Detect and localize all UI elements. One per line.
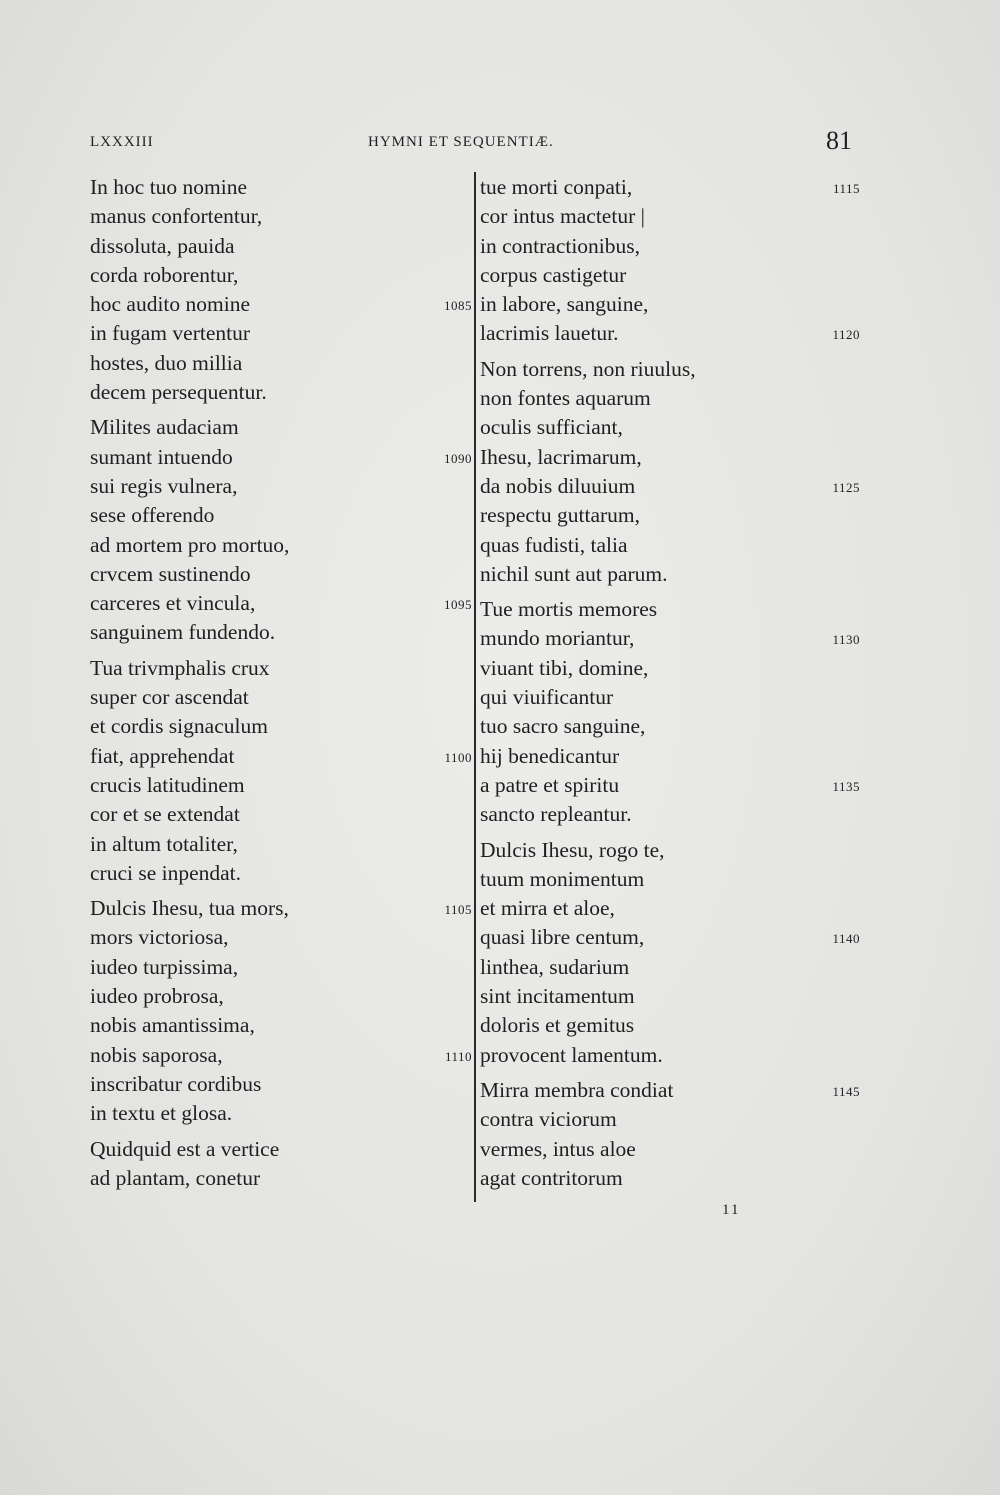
verse-line [480,355,860,384]
column-divider [474,172,476,1202]
verse-text: Ihesu, lacrimarum, [480,444,642,469]
verse-text: lacrimis lauetur. [480,321,619,346]
left-column [90,173,472,1199]
verse-line [90,560,472,589]
verse-line [90,319,472,348]
verse-text: respectu guttarum, [480,503,641,528]
line-number: 1115 [832,181,860,196]
verse-text: linthea, sudarium [480,954,630,979]
verse-text: sumant intuendo [90,444,233,469]
verse-line [90,742,472,771]
verse-text: cor et se extendat [90,802,240,827]
verse-line [90,589,472,618]
verse-line [90,1135,472,1164]
verse-line [480,712,860,741]
verse-line [90,953,472,982]
verse-line [480,1011,860,1040]
verse-text: Mirra membra condiat [480,1077,674,1102]
verse-line [90,712,472,741]
stanza [90,173,472,407]
verse-line [90,378,472,407]
verse-line [90,982,472,1011]
line-number: 1085 [444,298,472,314]
verse-line [480,1041,860,1070]
verse-text: da nobis diluuium [480,473,636,498]
verse-line [480,742,860,771]
verse-text: et mirra et aloe, [480,896,615,921]
line-number: 1140 [832,931,860,947]
verse-text: cruci se inpendat. [90,860,242,885]
verse-line [480,800,860,829]
verse-line [90,830,472,859]
verse-line [90,618,472,647]
verse-line [90,800,472,829]
verse-text: Dulcis Ihesu, tua mors, [90,896,289,921]
stanza [90,654,472,888]
verse-text: sint incitamentum [480,984,635,1009]
verse-line [480,1105,860,1134]
verse-text: sese offerendo [90,503,215,528]
line-number: 1105 [444,902,472,918]
verse-line [90,261,472,290]
verse-text: in textu et glosa. [90,1101,233,1126]
verse-text: nichil sunt aut parum. [480,561,668,586]
verse-line [480,1135,860,1164]
verse-text: sancto repleantur. [480,802,632,827]
verse-line [480,836,860,865]
verse-text: hij benedicantur [480,743,620,768]
verse-line [480,654,860,683]
verse-line [480,413,860,442]
verse-line [480,923,860,952]
verse-text: oculis sufficiant, [480,415,623,440]
verse-line [480,953,860,982]
verse-text: Quidquid est a vertice [90,1136,280,1161]
verse-text: Non torrens, non riuulus, [480,356,696,381]
page-number: 81 [826,126,852,155]
verse-text: vermes, intus aloe [480,1136,636,1161]
verse-line [90,1164,472,1193]
verse-line [90,923,472,952]
verse-text: quas fudisti, talia [480,532,628,557]
verse-line [480,624,860,653]
verse-text: mors victoriosa, [90,925,229,950]
verse-text: qui viuificantur [480,685,614,710]
verse-text: hoc audito nomine [90,292,251,317]
verse-line [90,232,472,261]
verse-text: dissoluta, pauida [90,233,235,258]
verse-line [90,413,472,442]
verse-line [480,560,860,589]
verse-line [90,859,472,888]
verse-line [90,1041,472,1070]
verse-text: et cordis signaculum [90,714,268,739]
verse-text: non fontes aquarum [480,386,651,411]
verse-line [90,501,472,530]
right-column [480,173,860,1199]
stanza [480,836,860,1070]
verse-text: mundo moriantur, [480,626,635,651]
verse-text: corda roborentur, [90,262,239,287]
verse-line [480,290,860,319]
verse-text: Tue mortis memores [480,597,658,622]
verse-text: crucis latitudinem [90,772,245,797]
verse-text: carceres et vincula, [90,591,256,616]
running-header [90,128,850,158]
line-number: 1110 [444,1048,472,1064]
stanza [480,355,860,589]
verse-text: nobis amantissima, [90,1013,255,1038]
verse-line [480,472,860,501]
verse-text: In hoc tuo nomine [90,175,248,199]
verse-line [90,654,472,683]
line-number: 1120 [832,327,860,343]
line-number: 1125 [832,479,860,495]
verse-text: in fugam vertentur [90,321,251,346]
verse-text: decem persequentur. [90,380,267,405]
verse-line [90,1099,472,1128]
verse-text: crvcem sustinendo [90,561,251,586]
verse-line [480,443,860,472]
verse-line [90,472,472,501]
verse-text: quasi libre centum, [480,925,645,950]
stanza [480,595,860,829]
stanza [90,894,472,1128]
verse-line [90,531,472,560]
verse-line [480,982,860,1011]
verse-text: provocent lamentum. [480,1042,663,1067]
verse-text: manus confortentur, [90,204,263,229]
verse-line [90,202,472,231]
verse-text: contra viciorum [480,1107,617,1132]
verse-text: in labore, sanguine, [480,292,649,317]
stanza [90,1135,472,1194]
verse-text: ad plantam, conetur [90,1165,261,1190]
verse-text: sanguinem fundendo. [90,620,276,645]
verse-line [90,349,472,378]
verse-text: sui regis vulnera, [90,473,238,498]
verse-text: nobis saporosa, [90,1042,223,1067]
verse-line [480,894,860,923]
verse-text: hostes, duo millia [90,350,243,375]
verse-text: Milites audaciam [90,415,239,440]
line-number: 1130 [832,632,860,648]
verse-line [90,290,472,319]
verse-text: tuum monimentum [480,866,645,891]
verse-text: Tua trivmphalis crux [90,655,270,680]
verse-line [480,501,860,530]
verse-line [480,202,860,231]
line-number: 1090 [444,450,472,466]
verse-line [480,683,860,712]
running-title: HYMNI ET SEQUENTIÆ. [368,134,554,150]
verse-text: super cor ascendat [90,685,249,710]
line-number: 1095 [444,597,472,613]
stanza [480,1076,860,1193]
stanza [90,413,472,647]
verse-line [90,771,472,800]
verse-text: ad mortem pro mortuo, [90,532,290,557]
verse-line [90,443,472,472]
verse-text: inscribatur cordibus [90,1071,262,1096]
verse-line [480,261,860,290]
verse-line [480,595,860,624]
verse-text: tuo sacro sanguine, [480,714,646,739]
hymn-number: LXXXIII [90,134,154,150]
verse-text: viuant tibi, domine, [480,655,649,680]
signature-mark: 11 [722,1202,741,1218]
verse-text: in altum totaliter, [90,831,238,856]
verse-line [480,1164,860,1193]
verse-line [480,1076,860,1105]
verse-text: in contractionibus, [480,233,641,258]
verse-text: agat contritorum [480,1165,623,1190]
verse-line [90,1011,472,1040]
verse-text: fiat, apprehendat [90,743,235,768]
line-number: 1100 [444,749,472,765]
verse-line [480,865,860,894]
verse-text: corpus castigetur [480,262,627,287]
verse-text: doloris et gemitus [480,1013,635,1038]
verse-line [480,531,860,560]
verse-text: Dulcis Ihesu, rogo te, [480,837,665,862]
verse-text: iudeo probrosa, [90,984,224,1009]
line-number: 1145 [832,1083,860,1099]
verse-line [480,173,860,202]
verse-text: iudeo turpissima, [90,954,239,979]
verse-line [480,232,860,261]
verse-text: a patre et spiritu [480,772,620,797]
verse-text: cor intus mactetur | [480,204,645,229]
verse-text: tue morti conpati, [480,175,633,199]
verse-line [480,319,860,348]
stanza [480,173,860,349]
line-number: 1135 [832,778,860,794]
verse-line [90,894,472,923]
verse-line [90,173,472,202]
verse-line [90,683,472,712]
verse-line [480,384,860,413]
verse-line [480,771,860,800]
verse-line [90,1070,472,1099]
